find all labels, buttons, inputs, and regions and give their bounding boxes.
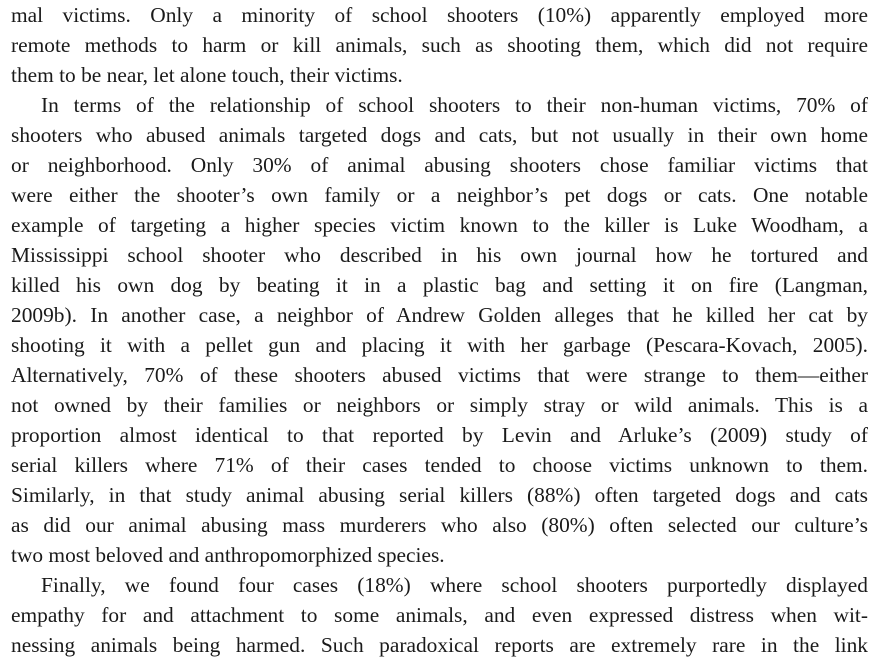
text-line: Alternatively, 70% of these shooters abused victims that were strange to them—either [11,363,868,387]
text-line: proportion almost identical to that reported by Levin and Arluke’s (2009) study of [11,423,868,447]
text-line: empathy for and attachment to some animals, and even expressed distress when wit- [11,603,868,627]
text-line: mal victims. Only a minority of school shooters (10%) apparently employed more [11,3,868,27]
text-line: two most beloved and anthropomorphized species. [11,543,445,567]
text-line: remote methods to harm or kill animals, such as shooting them, which did not require [11,33,868,57]
document-body [11,0,868,660]
text-line: them to be near, let alone touch, their victims. [11,63,403,87]
text-line: killed his own dog by beating it in a plastic bag and setting it on fire (Langman, [11,273,868,297]
text-line: not owned by their families or neighbors or simply stray or wild animals. This is a [11,393,868,417]
text-line: 2009b). In another case, a neighbor of Andrew Golden alleges that he killed her cat by [11,303,868,327]
text-line: serial killers where 71% of their cases tended to choose victims unknown to them. [11,453,868,477]
text-line: were either the shooter’s own family or a neighbor’s pet dogs or cats. One notable [11,183,868,207]
text-line: shooters who abused animals targeted dogs and cats, but not usually in their own home [11,123,868,147]
paragraph-start-line: In terms of the relationship of school shooters to their non-human victims, 70% of [41,93,868,117]
text-line: nessing animals being harmed. Such paradoxical reports are extremely rare in the link [11,633,868,657]
text-line: or neighborhood. Only 30% of animal abusing shooters chose familiar victims that [11,153,868,177]
text-line: Mississippi school shooter who described in his own journal how he tortured and [11,243,868,267]
text-line: Similarly, in that study animal abusing serial killers (88%) often targeted dogs and cats [11,483,868,507]
text-line: example of targeting a higher species victim known to the killer is Luke Woodham, a [11,213,868,237]
text-line: as did our animal abusing mass murderers who also (80%) often selected our culture’s [11,513,868,537]
text-line: shooting it with a pellet gun and placing it with her garbage (Pescara-Kovach, 2005). [11,333,868,357]
paragraph-start-line: Finally, we found four cases (18%) where school shooters purportedly displayed [41,573,868,597]
